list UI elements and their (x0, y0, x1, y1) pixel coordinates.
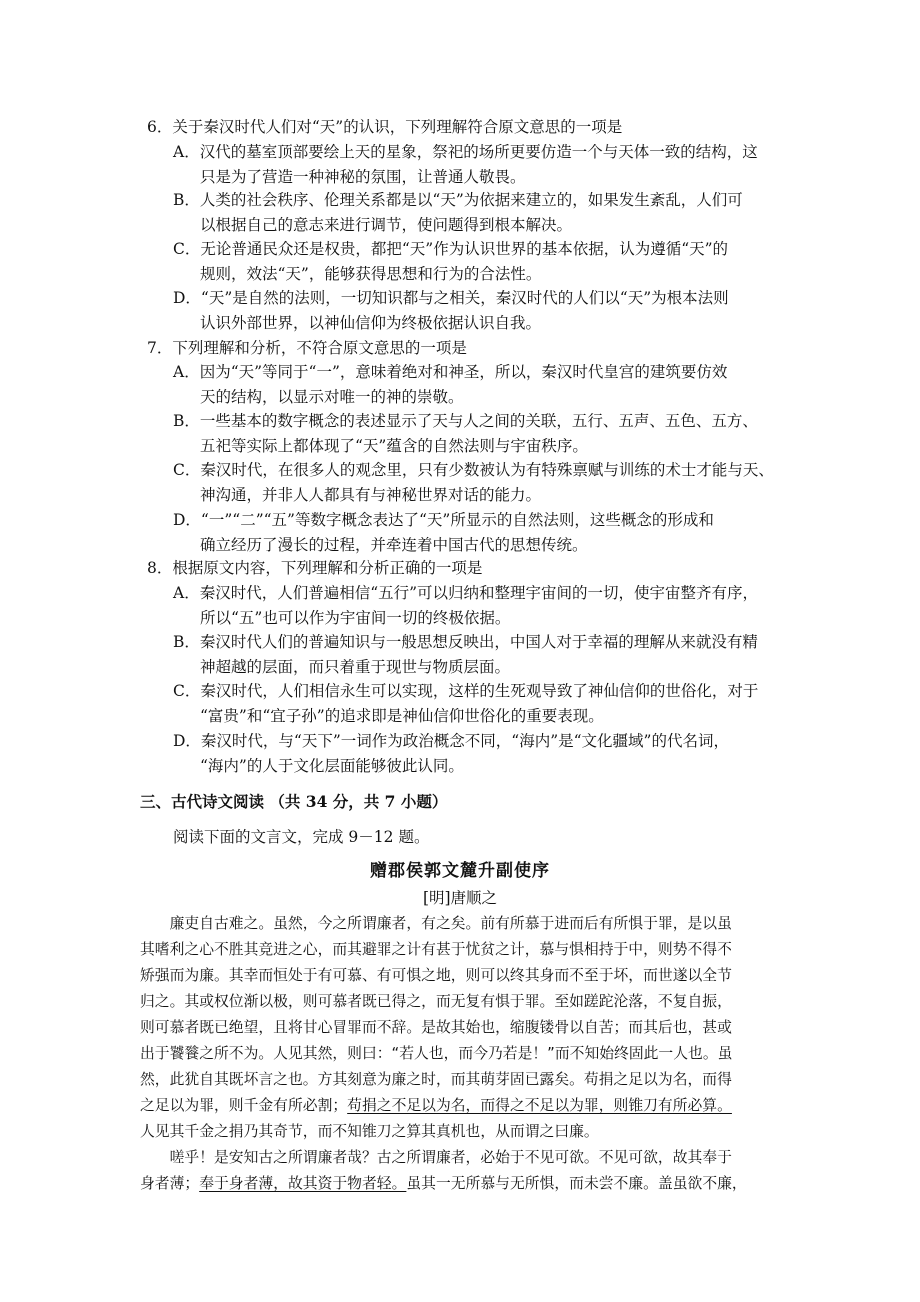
passage-line: 廉吏自古难之。虽然，今之所谓廉者，有之矣。前有所慕于进而后有所惧于罪，是以虽 (140, 915, 732, 932)
question-6-option-b: B．人类的社会秩序、伦理关系都是以“天”为依据来建立的，如果发生紊乱，人们可 (173, 191, 743, 209)
question-8-stem: 8．根据原文内容，下列理解和分析正确的一项是 (147, 559, 483, 577)
question-7-option-d: D．“一”“二”“五”等数字概念表达了“天”所显示的自然法则，这些概念的形成和 (173, 511, 714, 529)
question-6-option-a-cont: 只是为了营造一种神秘的氛围，让普通人敬畏。 (200, 168, 526, 186)
question-8-option-d: D．秦汉时代，与“天下”一词作为政治概念不同，“海内”是“文化疆域”的代名词， (173, 732, 729, 750)
question-8-option-d-cont: “海内”的人于文化层面能够彼此认同。 (200, 757, 464, 775)
passage-line (140, 1096, 732, 1116)
passage-line: 嗟乎！是安知古之所谓廉者哉？古之所谓廉者，必始于不见可欲。不见可欲，故其奉于 (140, 1149, 732, 1166)
passage-line: 归之。其或权位渐以极，则可慕者既已得之，而无复有惧于罪。至如蹉跎沦落，不复自振， (140, 993, 732, 1010)
question-6-option-d-cont: 认识外部世界，以神仙信仰为终极依据认识自我。 (200, 314, 542, 332)
passage-line: 出于饕餮之所不为。人见其然，则曰：“若人也，而今乃若是！”而不知始终固此一人也。虽 (140, 1045, 733, 1062)
passage-segment: 之足以为罪，则千金有所必割； (140, 1097, 348, 1114)
question-6-option-b-cont: 以根据自己的意志来进行调节，使问题得到根本解决。 (200, 216, 573, 234)
question-8-option-b: B．秦汉时代人们的普遍知识与一般思想反映出，中国人对于幸福的理解从来就没有精 (173, 633, 758, 651)
question-6-option-c: C．无论普通民众还是权贵，都把“天”作为认识世界的基本依据，认为遵循“天”的 (173, 240, 729, 258)
question-8-option-a: A．秦汉时代，人们普遍相信“五行”可以归纳和整理宇宙间的一切，使宇宙整齐有序， (173, 584, 759, 602)
question-6-option-c-cont: 规则，效法“天”，能够获得思想和行为的合法性。 (200, 265, 542, 283)
passage-line: 矫强而为廉。其幸而恒处于有可慕、有可惧之地，则可以终其身而不至于坏，而世遂以全节 (140, 967, 732, 984)
underlined-sentence-1: 苟捐之不足以为名，而得之不足以为罪，则锥刀有所必算。 (347, 1097, 732, 1114)
question-8-option-c-cont: “富贵”和“宜子孙”的追求即是神仙信仰世俗化的重要表现。 (200, 707, 604, 725)
question-7-stem: 7．下列理解和分析，不符合原文意思的一项是 (147, 339, 467, 357)
passage-author: [明]唐顺之 (422, 889, 498, 907)
question-8-option-a-cont: 所以“五”也可以作为宇宙间一切的终极依据。 (200, 609, 511, 627)
section-instruction: 阅读下面的文言文，完成 9－12 题。 (173, 828, 430, 846)
passage-line: 人见其千金之捐乃其奇节，而不知锥刀之算其真机也，从而谓之曰廉。 (140, 1123, 599, 1140)
passage-line: 则可慕者既已绝望，且将甘心冒罪而不辞。是故其始也，缩腹镂骨以自苦；而其后也，甚或 (140, 1019, 732, 1036)
question-7-option-c: C．秦汉时代，在很多人的观念里，只有少数被认为有特殊禀赋与训练的术士才能与天、 (173, 461, 774, 479)
passage-segment: 虽其一无所慕与无所惧，而未尝不廉。盖虽欲不廉， (406, 1175, 747, 1192)
question-7-option-b-cont: 五祀等实际上都体现了“天”蕴含的自然法则与宇宙秩序。 (200, 437, 588, 455)
passage-line: 然，此犹自其既坏言之也。方其刻意为廉之时，而其萌芽固已露矣。苟捐之足以为名，而得 (140, 1071, 732, 1088)
underlined-sentence-2: 奉于身者薄，故其资于物者轻。 (199, 1175, 407, 1192)
question-6-option-d: D．“天”是自然的法则，一切知识都与之相关，秦汉时代的人们以“天”为根本法则 (173, 289, 729, 307)
question-6-option-a: A．汉代的墓室顶部要绘上天的星象，祭祀的场所更要仿造一个与天体一致的结构，这 (173, 143, 758, 161)
question-7-option-c-cont: 神沟通，并非人人都具有与神秘世界对话的能力。 (200, 486, 542, 504)
question-8-option-b-cont: 神超越的层面，而只着重于现世与物质层面。 (200, 658, 511, 676)
passage-segment: 身者薄； (140, 1175, 200, 1192)
question-7-option-d-cont: 确立经历了漫长的过程，并牵连着中国古代的思想传统。 (200, 536, 588, 554)
question-6-stem: 6．关于秦汉时代人们对“天”的认识，下列理解符合原文意思的一项是 (147, 118, 623, 136)
section-heading: 三、古代诗文阅读 （共 34 分，共 7 小题） (140, 792, 448, 811)
passage-line: 其嗜利之心不胜其竞进之心，而其避罪之计有甚于忧贫之计，慕与惧相持于中，则势不得不 (140, 941, 732, 958)
passage-title: 赠郡侯郭文麓升副使序 (370, 861, 550, 881)
question-7-option-a-cont: 天的结构，以显示对唯一的神的崇敬。 (200, 388, 464, 406)
question-8-option-c: C．秦汉时代，人们相信永生可以实现，这样的生死观导致了神仙信仰的世俗化，对于 (173, 682, 759, 700)
question-7-option-a: A．因为“天”等同于“一”，意味着绝对和神圣，所以，秦汉时代皇宫的建筑要仿效 (173, 363, 728, 381)
passage-line (140, 1174, 747, 1194)
question-7-option-b: B．一些基本的数字概念的表述显示了天与人之间的关联，五行、五声、五色、五方、 (173, 412, 758, 430)
